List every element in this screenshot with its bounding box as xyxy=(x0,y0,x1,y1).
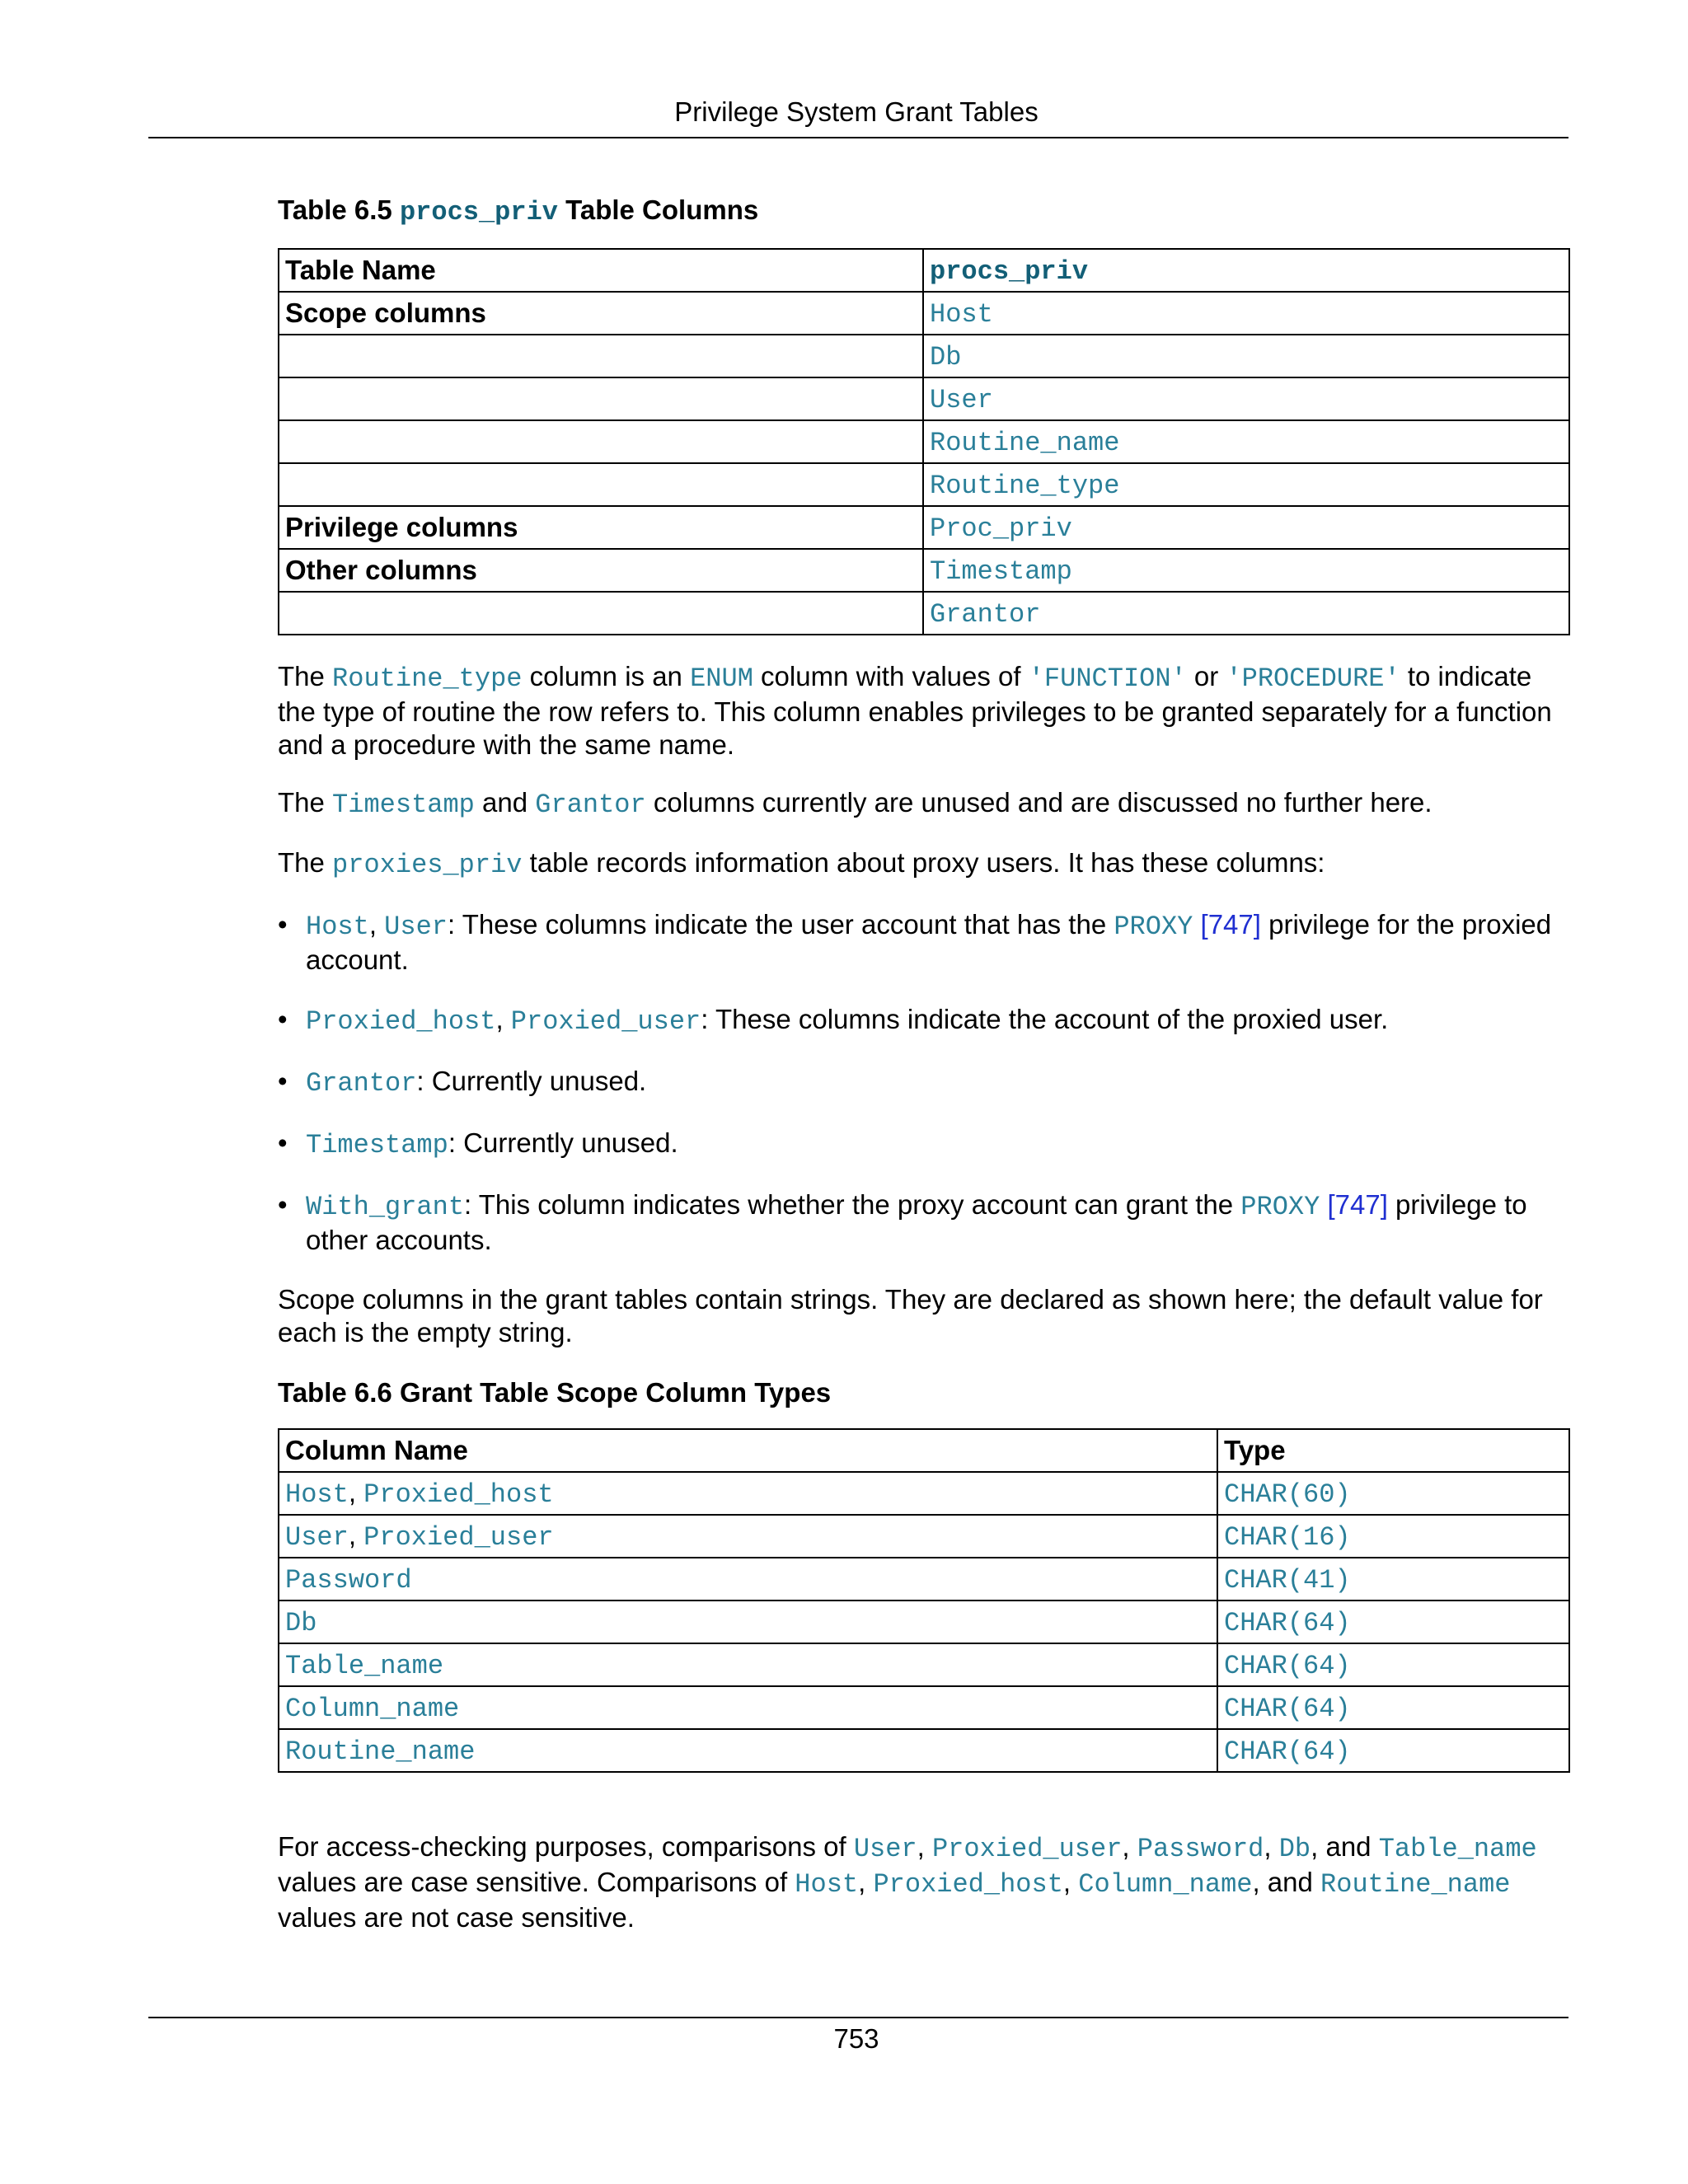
text-run: The xyxy=(278,847,333,878)
table-row xyxy=(279,1643,1569,1686)
text-run: , xyxy=(495,1004,511,1034)
table-cell-value xyxy=(923,420,1569,463)
text-run: : Currently unused. xyxy=(448,1127,678,1158)
list-item xyxy=(278,1003,1568,1038)
code-term: Grantor xyxy=(306,1068,417,1099)
table-cell-type xyxy=(1217,1729,1569,1772)
table-cell-value xyxy=(923,292,1569,335)
column-header: Type xyxy=(1217,1429,1569,1472)
table-cell-label xyxy=(279,592,923,635)
table-cell-value xyxy=(923,249,1569,292)
code-term: CHAR(60) xyxy=(1224,1479,1351,1510)
table-row xyxy=(279,292,1569,335)
table-cell-type xyxy=(1217,1686,1569,1729)
table-cell-label: Scope columns xyxy=(279,292,923,335)
code-term: Proxied_host xyxy=(873,1869,1063,1900)
text-run: : This column indicates whether the proxy account can grant the xyxy=(464,1189,1241,1220)
table-cell-type xyxy=(1217,1643,1569,1686)
text-run: column is an xyxy=(522,661,691,691)
table-caption-scope-types: Table 6.6 Grant Table Scope Column Types xyxy=(278,1377,832,1408)
header-rule xyxy=(148,137,1568,138)
code-value: Timestamp xyxy=(930,555,1072,587)
table-row xyxy=(279,506,1569,549)
table-cell-value xyxy=(923,463,1569,506)
code-term: CHAR(64) xyxy=(1224,1736,1351,1767)
code-value: Proc_priv xyxy=(930,513,1072,544)
table-cell-label xyxy=(279,463,923,506)
code-term: Grantor xyxy=(535,790,646,820)
paragraph-routine-type xyxy=(278,660,1568,762)
caption-prefix: Table 6.5 xyxy=(278,194,400,225)
code-term: PROXY xyxy=(1114,912,1193,942)
code-term: With_grant xyxy=(306,1192,465,1222)
code-term: 'PROCEDURE' xyxy=(1226,663,1400,694)
list-item xyxy=(278,1188,1568,1257)
table-cell-value xyxy=(923,549,1569,592)
text-run: and xyxy=(474,787,536,818)
paragraph-proxies-priv xyxy=(278,846,1568,882)
table-row xyxy=(279,592,1569,635)
table-row xyxy=(279,463,1569,506)
code-term: Column_name xyxy=(285,1693,460,1724)
footer-rule xyxy=(148,2017,1568,2018)
code-term: Timestamp xyxy=(306,1130,448,1160)
running-header: Privilege System Grant Tables xyxy=(674,96,1039,127)
paragraph-case-sensitivity xyxy=(278,1830,1568,1934)
table-row xyxy=(279,1472,1569,1515)
code-term: CHAR(64) xyxy=(1224,1607,1351,1638)
paragraph-scope-columns: Scope columns in the grant tables contain strings. They are declared as shown here; the default value for each is the empty string. xyxy=(278,1284,1543,1347)
text-run: , xyxy=(348,1519,364,1550)
code-term: CHAR(41) xyxy=(1224,1564,1351,1596)
page-content xyxy=(278,191,1568,1934)
table-row xyxy=(279,249,1569,292)
table-cell-label: Privilege columns xyxy=(279,506,923,549)
code-term: Table_name xyxy=(285,1650,444,1681)
table-cell-label xyxy=(279,420,923,463)
code-term: Timestamp xyxy=(332,790,475,820)
column-header: Column Name xyxy=(279,1429,1217,1472)
proxies-priv-columns-list xyxy=(278,908,1568,1257)
table-cell-value xyxy=(923,377,1569,420)
table-cell-label: Other columns xyxy=(279,549,923,592)
text-run: privilege for the proxied account. xyxy=(306,909,1552,975)
text-run: The xyxy=(278,787,333,818)
code-value: procs_priv xyxy=(930,255,1089,287)
code-term: Routine_name xyxy=(1320,1869,1511,1900)
code-term: Routine_name xyxy=(285,1736,476,1767)
list-item xyxy=(278,1065,1568,1100)
caption-code: procs_priv xyxy=(399,197,558,227)
code-term: Proxied_user xyxy=(510,1006,701,1037)
table-cell-name xyxy=(279,1515,1217,1558)
list-item xyxy=(278,1127,1568,1162)
code-term: Proxied_host xyxy=(306,1006,496,1037)
table-header-row xyxy=(279,1429,1569,1472)
text-run: values are case sensitive. Comparisons of xyxy=(278,1867,795,1897)
table-cell-label xyxy=(279,335,923,377)
text-run: For access-checking purposes, comparisons of xyxy=(278,1831,854,1862)
procs-priv-table xyxy=(278,248,1570,635)
code-term: Host xyxy=(306,912,369,942)
code-term: Password xyxy=(285,1564,412,1596)
table-row xyxy=(279,335,1569,377)
code-term: ENUM xyxy=(690,663,753,694)
text-run: , and xyxy=(1252,1867,1321,1897)
code-value: User xyxy=(930,384,993,415)
text-run: : Currently unused. xyxy=(416,1066,647,1096)
proxy-privilege-link[interactable]: [747] xyxy=(1320,1189,1388,1220)
text-run: or xyxy=(1186,661,1226,691)
text-run: columns currently are unused and are discussed no further here. xyxy=(645,787,1432,818)
text-run: table records information about proxy users. It has these columns: xyxy=(522,847,1325,878)
table-cell-label: Table Name xyxy=(279,249,923,292)
code-value: Routine_type xyxy=(930,470,1120,501)
table-cell-value xyxy=(923,592,1569,635)
code-term: Column_name xyxy=(1078,1869,1253,1900)
code-term: Routine_type xyxy=(332,663,523,694)
text-run: , xyxy=(1122,1831,1137,1862)
table-cell-name xyxy=(279,1643,1217,1686)
table-cell-name xyxy=(279,1729,1217,1772)
code-term: User xyxy=(384,912,448,942)
code-term: PROXY xyxy=(1240,1192,1320,1222)
table-row xyxy=(279,377,1569,420)
text-run: , xyxy=(858,1867,874,1897)
code-term: Host xyxy=(285,1479,349,1510)
code-term: 'FUNCTION' xyxy=(1028,663,1187,694)
code-value: Db xyxy=(930,341,962,373)
text-run: , xyxy=(368,909,385,940)
code-value: Routine_name xyxy=(930,427,1120,458)
code-term: Password xyxy=(1137,1834,1264,1864)
table-cell-value xyxy=(923,506,1569,549)
text-run: : These columns indicate the user account that has the xyxy=(447,909,1114,940)
page-number: 753 xyxy=(833,2023,879,2054)
code-term: CHAR(64) xyxy=(1224,1693,1351,1724)
table-row xyxy=(279,549,1569,592)
text-run: : These columns indicate the account of the proxied user. xyxy=(701,1004,1389,1034)
caption-suffix: Table Columns xyxy=(557,194,759,225)
code-term: Host xyxy=(795,1869,859,1900)
table-cell-type xyxy=(1217,1472,1569,1515)
table-cell-name xyxy=(279,1558,1217,1601)
paragraph-timestamp-grantor xyxy=(278,786,1568,822)
text-run: The xyxy=(278,661,333,691)
table-cell-label xyxy=(279,377,923,420)
code-term: Table_name xyxy=(1378,1834,1537,1864)
text-run: column with values of xyxy=(753,661,1029,691)
text-run: , xyxy=(348,1476,364,1507)
text-run: , xyxy=(1264,1831,1279,1862)
code-term: Db xyxy=(285,1607,317,1638)
table-row xyxy=(279,1515,1569,1558)
table-cell-type xyxy=(1217,1558,1569,1601)
text-run: , xyxy=(917,1831,932,1862)
code-term: Proxied_user xyxy=(931,1834,1123,1864)
table-cell-name xyxy=(279,1601,1217,1643)
proxy-privilege-link[interactable]: [747] xyxy=(1193,909,1261,940)
table-row xyxy=(279,1729,1569,1772)
code-term: Proxied_host xyxy=(363,1479,554,1510)
scope-column-types-table xyxy=(278,1428,1570,1773)
text-run: , xyxy=(1062,1867,1079,1897)
code-value: Grantor xyxy=(930,598,1041,630)
table-row xyxy=(279,1558,1569,1601)
table-row xyxy=(279,420,1569,463)
table-cell-value xyxy=(923,335,1569,377)
code-term: proxies_priv xyxy=(332,850,523,880)
table-cell-name xyxy=(279,1686,1217,1729)
code-term: Proxied_user xyxy=(363,1521,554,1553)
code-term: User xyxy=(285,1521,349,1553)
code-term: Db xyxy=(1278,1834,1311,1864)
text-run: to indicate the type of routine the row refers to. This column enables privileges to be granted separately for a function and a procedure with the same name. xyxy=(278,661,1552,760)
table-cell-type xyxy=(1217,1515,1569,1558)
code-value: Host xyxy=(930,298,993,330)
table-cell-name xyxy=(279,1472,1217,1515)
code-term: User xyxy=(853,1834,917,1864)
text-run: , and xyxy=(1311,1831,1379,1862)
code-term: CHAR(64) xyxy=(1224,1650,1351,1681)
code-term: CHAR(16) xyxy=(1224,1521,1351,1553)
text-run: values are not case sensitive. xyxy=(278,1902,635,1933)
table-caption-procs-priv xyxy=(278,191,1568,232)
table-cell-type xyxy=(1217,1601,1569,1643)
table-row xyxy=(279,1686,1569,1729)
list-item xyxy=(278,908,1568,977)
text-run: privilege to other accounts. xyxy=(306,1189,1527,1255)
table-row xyxy=(279,1601,1569,1643)
